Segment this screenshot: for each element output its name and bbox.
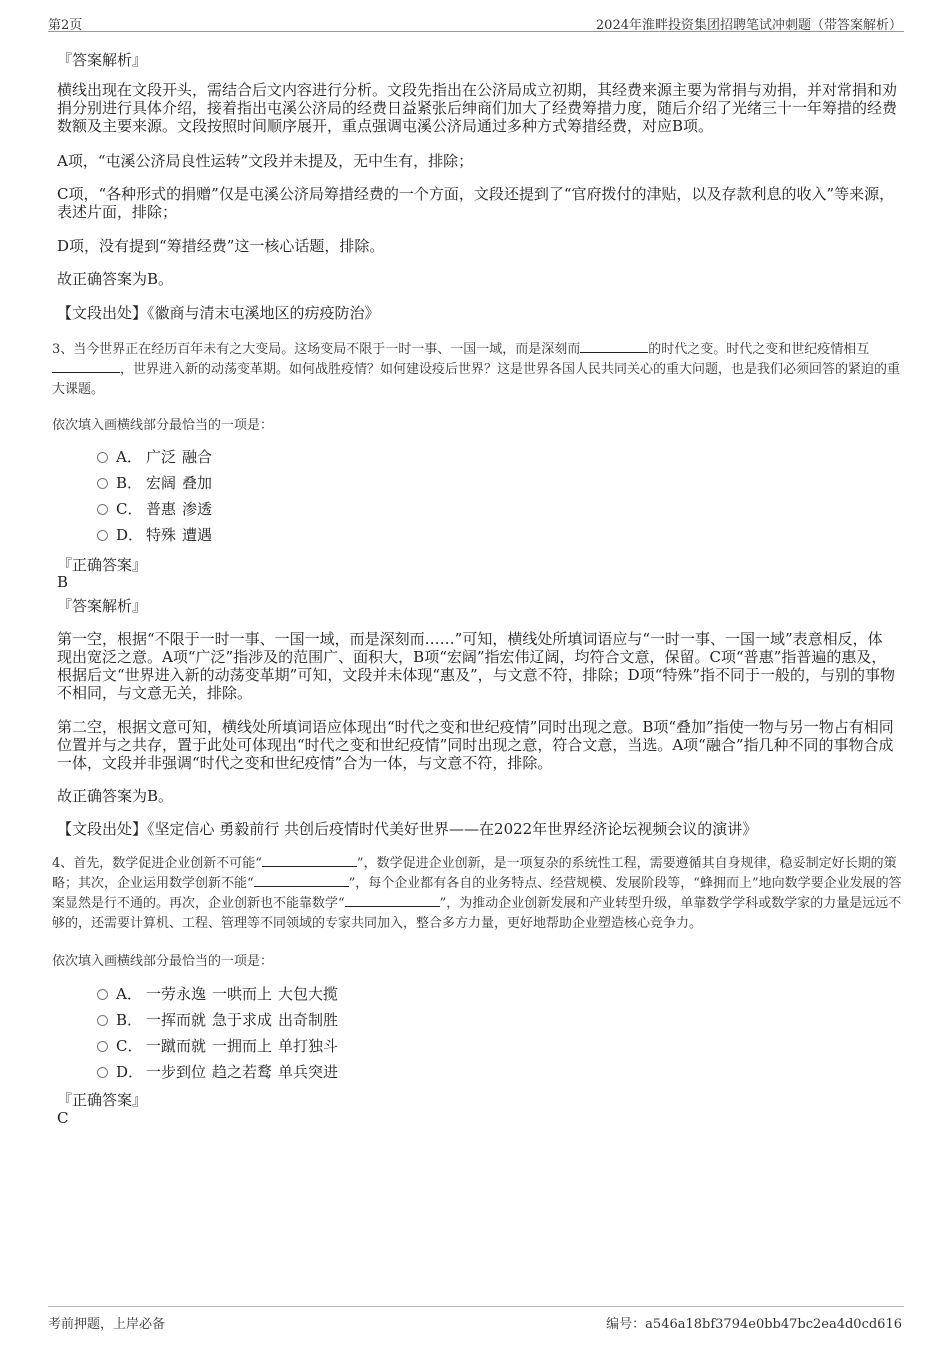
radio-icon[interactable]	[97, 1015, 108, 1026]
option-c[interactable]: C． 一蹴而就 一拥而上 单打独斗	[97, 1036, 344, 1056]
question-text-part: 的时代之变。时代之变和世纪疫情相互	[648, 342, 870, 357]
option-a[interactable]: A． 广泛 融合	[97, 447, 218, 467]
radio-icon[interactable]	[97, 1067, 108, 1078]
radio-icon[interactable]	[97, 1041, 108, 1052]
fill-blank	[52, 360, 120, 373]
option-c[interactable]: C． 普惠 渗透	[97, 499, 218, 519]
question-prompt: 依次填入画横线部分最恰当的一项是：	[52, 954, 274, 969]
analysis-label: 『答案解析』	[57, 597, 148, 615]
correct-answer: B	[57, 573, 69, 591]
correct-answer-label: 『正确答案』	[57, 556, 148, 574]
analysis-paragraph: A项，“屯溪公济局良性运转”文段并未提及，无中生有，排除；	[57, 152, 474, 170]
option-b[interactable]: B． 一挥而就 急于求成 出奇制胜	[97, 1010, 344, 1030]
source-citation: 【文段出处】《坚定信心 勇毅前行 共创后疫情时代美好世界——在2022年世界经济论坛视频会议的演讲》	[57, 820, 758, 838]
radio-icon[interactable]	[97, 530, 108, 541]
radio-icon[interactable]	[97, 504, 108, 515]
source-citation: 【文段出处】《徽商与清末屯溪地区的疠疫防治》	[57, 304, 380, 322]
header-divider	[48, 31, 904, 32]
analysis-paragraph: 第一空，根据“不限于一时一事、一国一域，而是深刻而……”可知，横线处所填词语应与“一时一事、一国一域”表意相反，体现出宽泛之意。A项“广泛”指涉及的范围广、面积大，B项“宏阔”指宏伟辽阔，均符合文意，保留。C项“普惠”指普遍的惠及，根据后文“世界进入新的动荡变革期”可知，文段并未体现“惠及”，与文意不符，排除；D项“特殊”指不同于一般的，与别的事物不相同，与文意无关，排除。	[57, 630, 896, 702]
question-text-part: ”，每个企业都有各自的业务特点、经营规模、发展阶段等，“蜂拥而上”地向数学要企业发展的答案显然是行不通的。再次，企业创新也不能靠数学“	[52, 876, 902, 911]
page-number: 第2页	[48, 18, 83, 33]
question-text-part: 3、当今世界正在经历百年未有之大变局。这场变局不限于一时一事、一国一域，而是深刻而	[52, 342, 581, 357]
option-a[interactable]: A． 一劳永逸 一哄而上 大包大揽	[97, 984, 344, 1004]
question-text-part: ，世界进入新的动荡变革期。如何战胜疫情？如何建设疫后世界？这是世界各国人民共同关心的重大问题，也是我们必须回答的紧迫的重大课题。	[52, 362, 901, 397]
analysis-paragraph: 第二空，根据文意可知，横线处所填词语应体现出“时代之变和世纪疫情”同时出现之意。B项“叠加”指使一物与另一物占有相同位置并与之共存，置于此处可体现出“时代之变和世纪疫情”同时出现之意，符合文意，当选。A项“融合”指几种不同的事物合成一体，文段并非强调“时代之变和世纪疫情”合为一体，与文意不符，排除。	[57, 718, 894, 772]
fill-blank	[262, 854, 357, 867]
question-text	[52, 340, 902, 400]
correct-answer: C	[57, 1109, 69, 1127]
analysis-label: 『答案解析』	[57, 51, 148, 69]
option-b[interactable]: B． 宏阔 叠加	[97, 473, 218, 493]
analysis-paragraph: C项，“各种形式的捐赠”仅是屯溪公济局筹措经费的一个方面，文段还提到了“官府拨付的津贴，以及存款利息的收入”等来源，表述片面，排除；	[57, 185, 895, 221]
fill-blank	[580, 340, 648, 353]
analysis-paragraph: D项，没有提到“筹措经费”这一核心话题，排除。	[57, 237, 385, 255]
question-prompt: 依次填入画横线部分最恰当的一项是：	[52, 418, 274, 433]
answer-conclusion: 故正确答案为B。	[57, 787, 174, 805]
fill-blank	[345, 894, 440, 907]
answer-conclusion: 故正确答案为B。	[57, 270, 174, 288]
correct-answer-label: 『正确答案』	[57, 1091, 148, 1109]
radio-icon[interactable]	[97, 452, 108, 463]
question-text	[52, 854, 902, 934]
document-id: 编号：a546a18bf3794e0bb47bc2ea4d0cd616	[606, 1317, 902, 1332]
question-text-part: ”，数学促进企业创新，是一项复杂的系统性工程，需要遵循其自身规律，稳妥制定好长期的策略；其次，企业运用数学创新不能“	[52, 856, 897, 891]
radio-icon[interactable]	[97, 478, 108, 489]
option-d[interactable]: D． 特殊 遭遇	[97, 525, 218, 545]
document-title: 2024年淮畔投资集团招聘笔试冲刺题（带答案解析）	[595, 18, 902, 33]
option-d[interactable]: D． 一步到位 趋之若鹜 单兵突进	[97, 1062, 344, 1082]
radio-icon[interactable]	[97, 989, 108, 1000]
question-text-part: 4、首先，数学促进企业创新不可能“	[52, 856, 262, 871]
question-text-part: ”，为推动企业创新发展和产业转型升级，单靠数学学科或数学家的力量是远远不够的，还需要计算机、工程、管理等不同领域的专家共同加入，整合多方力量，更好地帮助企业塑造核心竞争力。	[52, 896, 902, 931]
footer-slogan: 考前押题，上岸必备	[48, 1317, 166, 1332]
footer-divider	[48, 1306, 904, 1307]
fill-blank	[254, 874, 349, 887]
analysis-paragraph: 横线出现在文段开头，需结合后文内容进行分析。文段先指出在公济局成立初期，其经费来源主要为常捐与劝捐，并对常捐和劝捐分别进行具体介绍，接着指出屯溪公济局的经费日益紧张后绅商们加大了经费筹措力度，随后介绍了光绪三十一年筹措的经费数额及主要来源。文段按照时间顺序展开，重点强调屯溪公济局通过多种方式筹措经费，对应B项。	[57, 81, 898, 135]
